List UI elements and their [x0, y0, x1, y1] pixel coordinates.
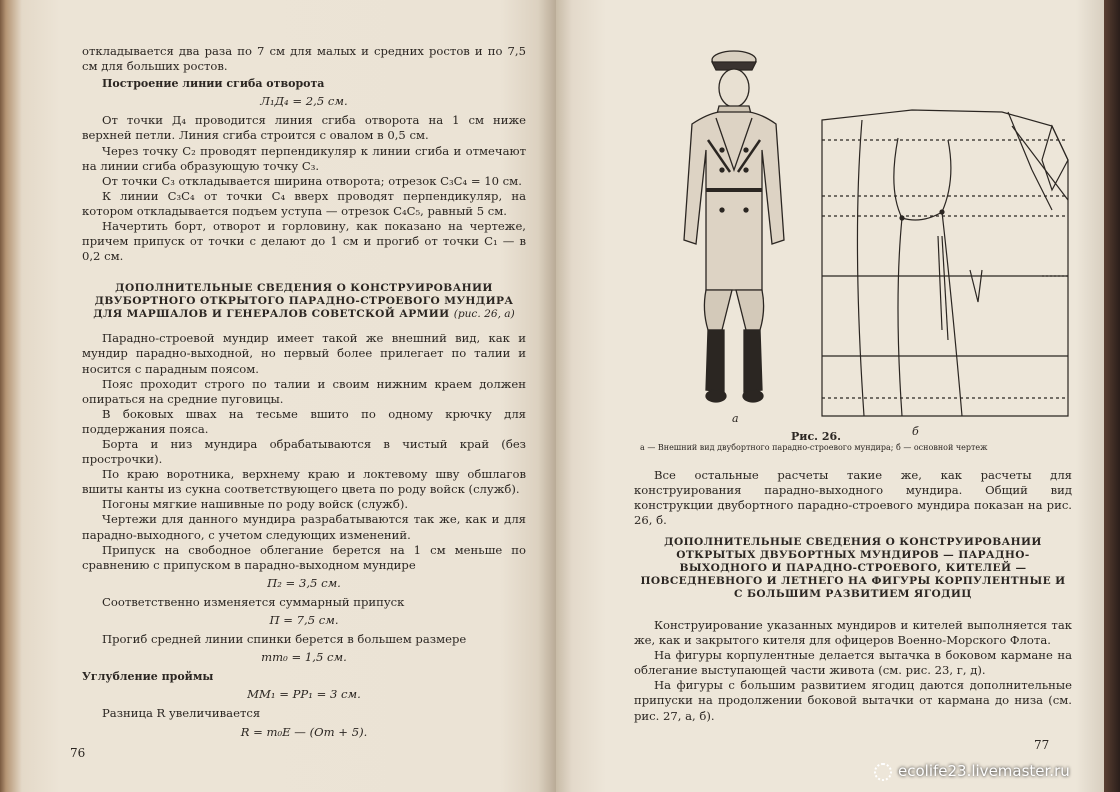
formula: П = 7,5 см. [269, 613, 339, 627]
section-title [82, 282, 526, 321]
paragraph: На фигуры с большим развитием ягодиц даются дополнительные припуски на продолжении боковой вытачки от кармана до низа (см. рис. 27, а, б). [634, 678, 1072, 723]
paragraph: От точки С₃ откладывается ширина отворота; отрезок С₃С₄ = 10 см. [102, 173, 522, 188]
paragraph: Припуск на свободное облегание берется на 1 см меньше по сравнению с припуском в парадно-выходном мундире [82, 542, 526, 572]
page-number-right: 77 [1034, 738, 1050, 752]
left-text-column [82, 44, 526, 744]
right-text-column-lower [634, 618, 1072, 724]
formula: ММ₁ = РР₁ = 3 см. [247, 687, 361, 702]
watermark [874, 762, 1070, 781]
paragraph: К линии С₃С₄ от точки С₄ вверх проводят перпендикуляр, на котором откладывается подъем уступа — отрезок С₄С₅, равный 5 см. [82, 188, 526, 218]
formula: П₂ = 3,5 см. [267, 575, 341, 590]
figure-caption: а — Внешний вид двубортного парадно-строевого мундира; б — основной чертеж [640, 443, 988, 452]
paragraph: Чертежи для данного мундира разрабатываются так же, как и для парадно-выходного, с учетом следующих изменений. [82, 512, 526, 542]
subhead-armhole: Углубление проймы [82, 670, 214, 684]
figure-title: Рис. 26. [791, 430, 841, 443]
formula: тт₀ = 1,5 см. [261, 650, 347, 665]
paragraph: Через точку С₂ проводят перпендикуляр к линии сгиба и отмечают на линии сгиба образующую точку С₃. [82, 143, 526, 173]
intro-paragraph: откладывается два раза по 7 см для малых и средних ростов и по 7,5 см для больших ростов. [82, 44, 526, 74]
figure-label-b: б [912, 425, 919, 438]
paragraph: Разница R увеличивается [102, 706, 261, 721]
section-figure-ref: (рис. 26, а) [453, 308, 515, 321]
formula: R = т₀Е — (От + 5). [240, 724, 368, 739]
uniform-figure-illustration [684, 51, 784, 402]
formula: Л₁Д₄ = 2,5 см. [260, 94, 348, 109]
right-page [556, 0, 1104, 792]
paragraph: В боковых швах на тесьме вшито по одному крючку для поддержания пояса. [82, 406, 526, 436]
paragraph: Погоны мягкие нашивные по роду войск (служб). [102, 497, 409, 512]
subhead-lapel-fold: Построение линии сгиба отворота [102, 77, 325, 91]
paragraph: Все остальные расчеты такие же, как расчеты для конструирования парадно-выходного мундира. Общий вид конструкции двубортного парадно-строевого мундира показан на рис. 26, б. [634, 468, 1072, 528]
right-section [634, 536, 1072, 601]
flower-logo-icon [874, 763, 892, 781]
paragraph: Борта и низ мундира обрабатываются в чистый край (без прострочки). [82, 436, 526, 467]
paragraph: Конструирование указанных мундиров и кителей выполняется так же, как и закрытого кителя для офицеров Военно-Морского Флота. [634, 618, 1072, 648]
page-number-left: 76 [70, 746, 86, 760]
paragraph: Начертить борт, отворот и горловину, как показано на чертеже, причем припуск от точки с делают до 1 см и прогиб от точки С₁ — в 0,2 см. [82, 219, 526, 264]
figure-26-drawing [612, 40, 1082, 460]
book-edge [1104, 0, 1120, 792]
pattern-draft-drawing [822, 110, 1068, 416]
paragraph: Пояс проходит строго по талии и своим нижним краем должен опираться на средние пуговицы. [82, 376, 526, 406]
watermark-text: ecolife23.livemaster.ru [898, 762, 1070, 780]
section-title-text: ДОПОЛНИТЕЛЬНЫЕ СВЕДЕНИЯ О КОНСТРУИРОВАНИИ ДВУБОРТНОГО ОТКРЫТОГО ПАРАДНО-СТРОЕВОГО МУНДИРА ДЛЯ МАРШАЛОВ И ГЕНЕРАЛОВ СОВЕТСКОЙ АРМИИ [93, 282, 514, 321]
section-title: ДОПОЛНИТЕЛЬНЫЕ СВЕДЕНИЯ О КОНСТРУИРОВАНИИ ОТКРЫТЫХ ДВУБОРТНЫХ МУНДИРОВ — ПАРАДНО-ВЫХОДНОГО И ПАРАДНО-СТРОЕВОГО, КИТЕЛЕЙ — ПОВСЕДНЕВНОГО И ЛЕТНЕГО НА ФИГУРЫ КОРПУЛЕНТНЫЕ И С БОЛЬШИМ РАЗВИТИЕМ ЯГОДИЦ [640, 536, 1066, 600]
paragraph: От точки Д₄ проводится линия сгиба отворота на 1 см ниже верхней петли. Линия сгиба строится с овалом в 0,5 см. [82, 113, 526, 143]
paragraph: Прогиб средней линии спинки берется в большем размере [102, 632, 467, 647]
left-page [0, 0, 556, 792]
paragraph: На фигуры корпулентные делается вытачка в боковом кармане на облегание выступающей части живота (см. рис. 23, г, д). [634, 648, 1072, 678]
figure-label-a: а [732, 412, 739, 425]
paragraph: Парадно-строевой мундир имеет такой же внешний вид, как и мундир парадно-выходной, но первый более прилегает по талии и носится с парадным поясом. [82, 331, 526, 376]
right-text-column [634, 468, 1072, 528]
paragraph: Соответственно изменяется суммарный припуск [102, 594, 405, 609]
figure-26 [612, 40, 1082, 460]
paragraph: По краю воротника, верхнему краю и локтевому шву обшлагов вшиты канты из сукна соответствующего цвета по роду войск (служб). [82, 467, 526, 497]
